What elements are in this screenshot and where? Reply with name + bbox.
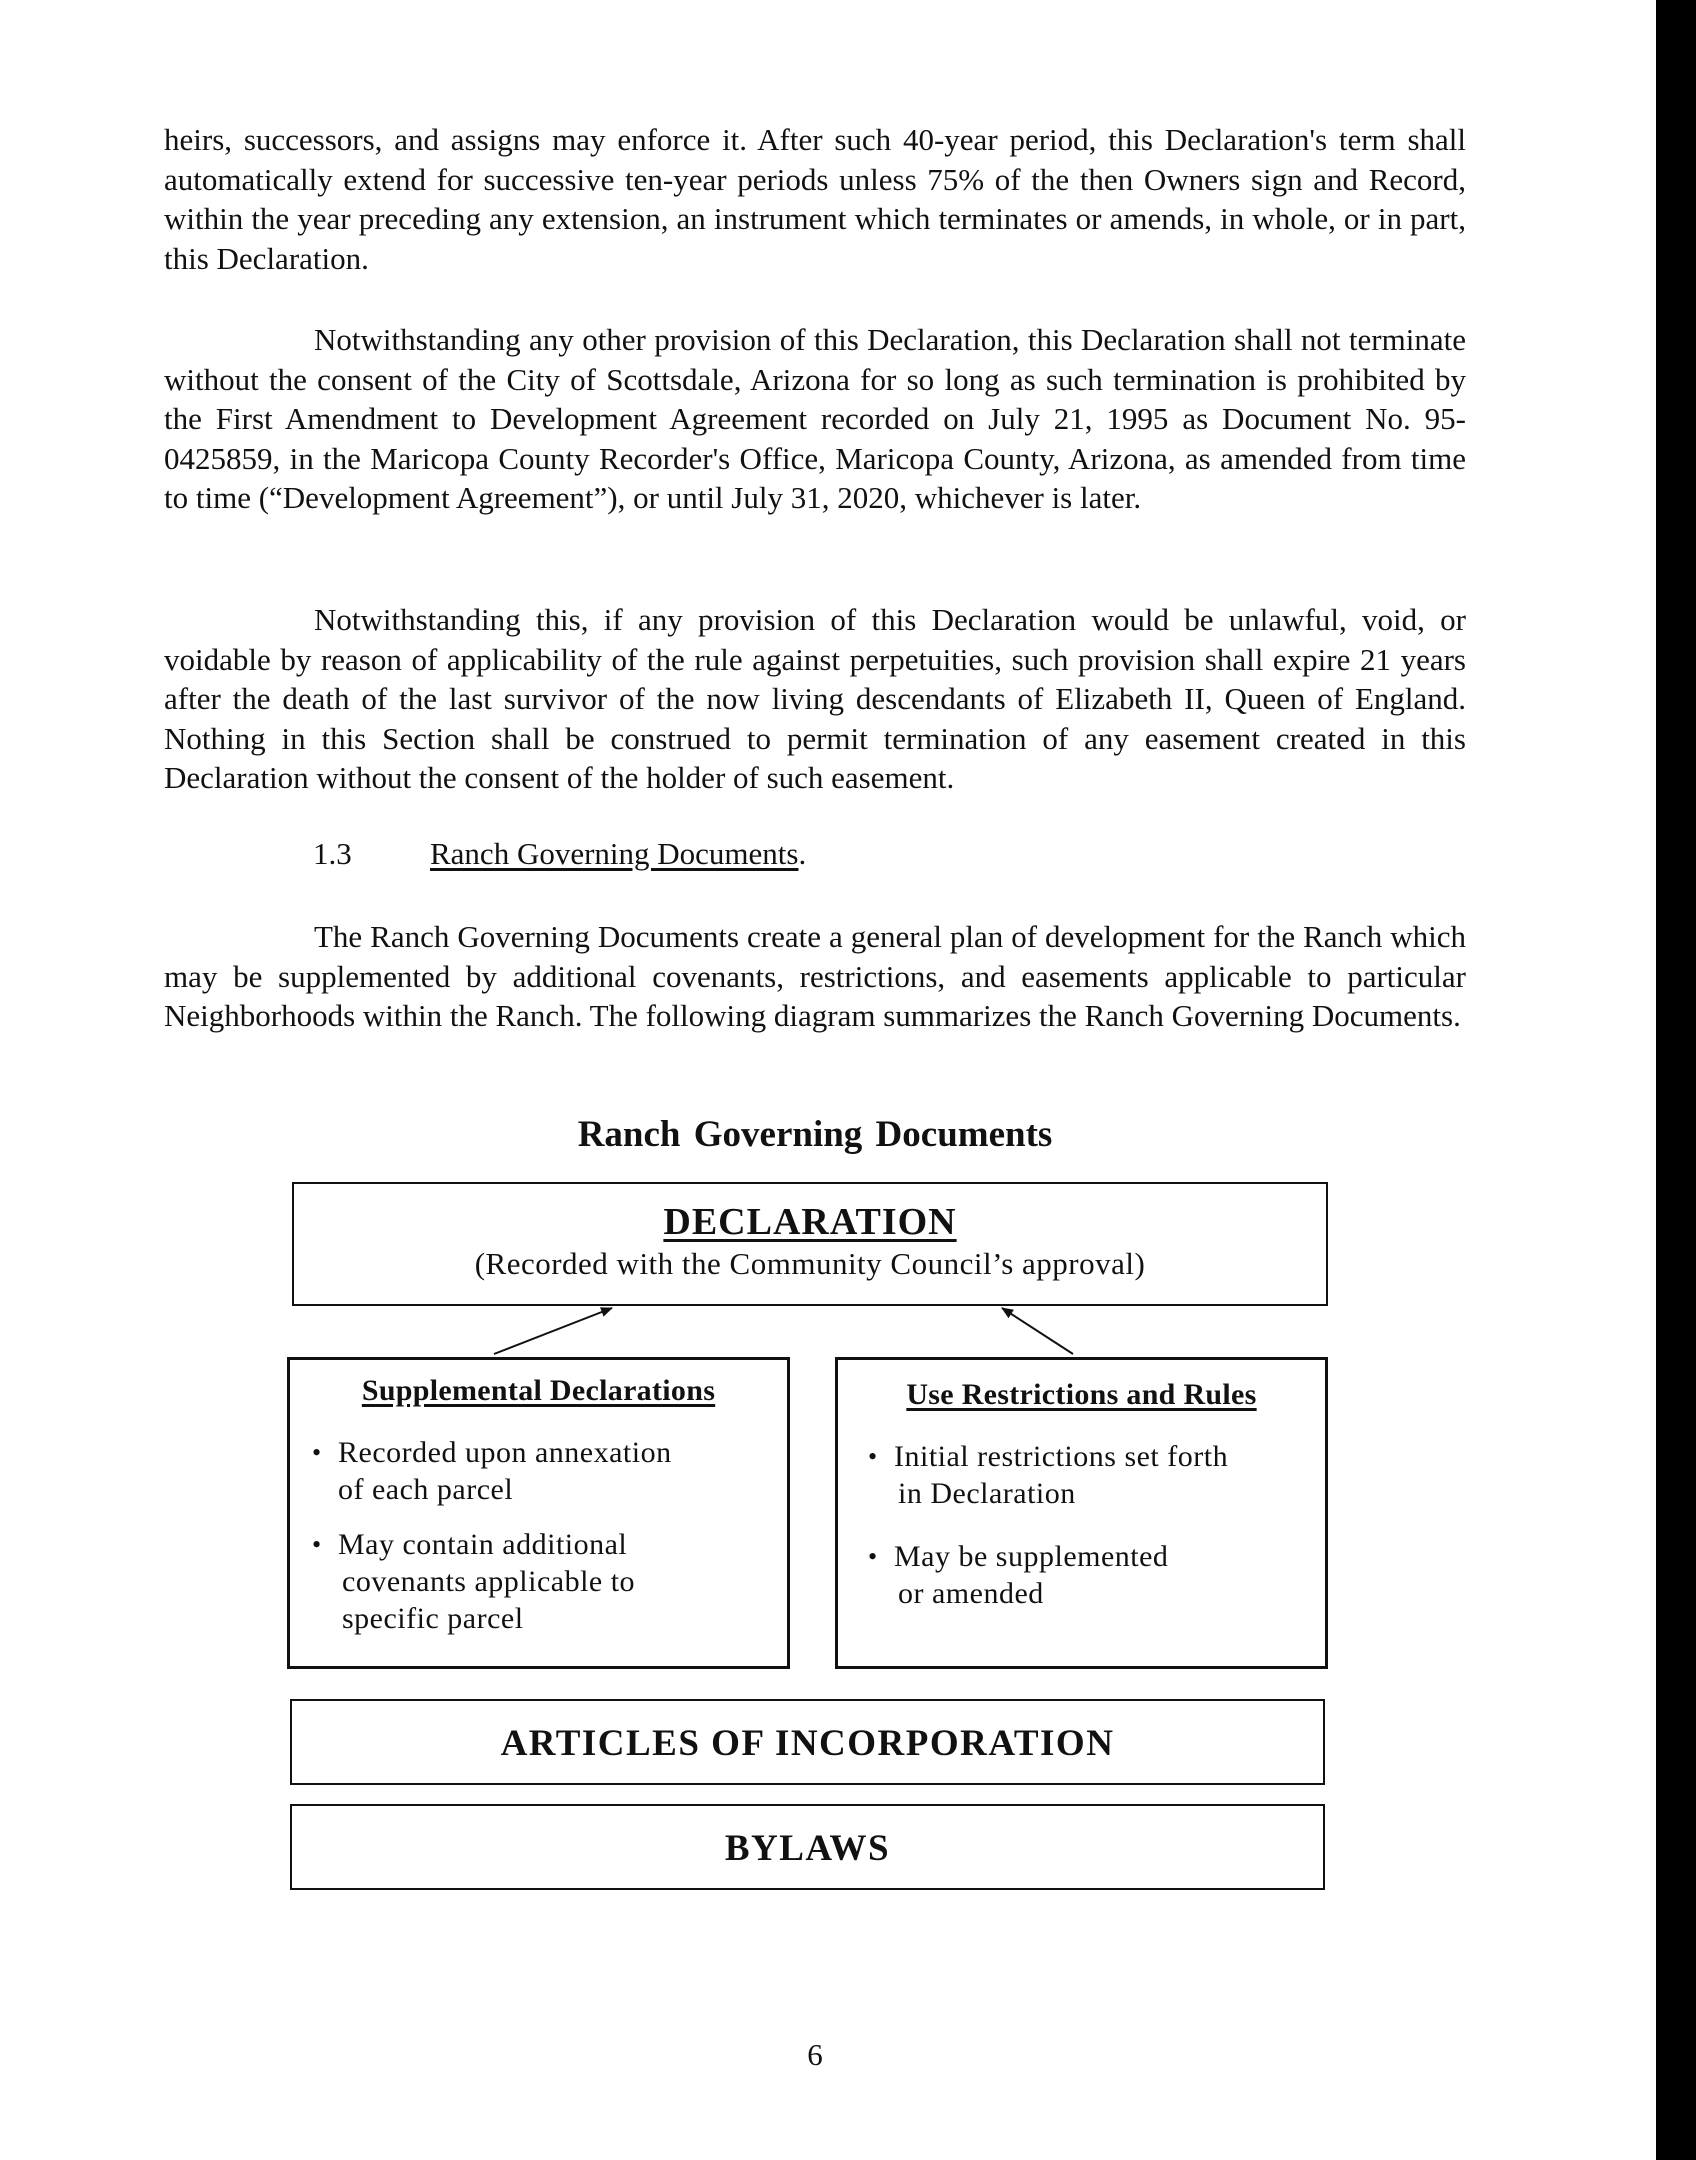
supplemental-declarations-box	[287, 1357, 790, 1669]
bullet-line: Initial restrictions set forth	[894, 1440, 1229, 1473]
bullet-icon: •	[868, 1542, 878, 1571]
rules-title: Use Restrictions and Rules	[906, 1378, 1257, 1411]
rules-bullet-list	[846, 1438, 1325, 1612]
paragraph-term-extension: heirs, successors, and assigns may enforce it. After such 40-year period, this Declaration's term shall automatically extend for successive ten-year periods unless 75% of the then Owners sign and Record, within the year preceding any extension, an instrument which terminates or amends, in whole, or in part, this Declaration.	[164, 122, 1466, 276]
bullet-line: May be supplemented	[894, 1540, 1169, 1573]
section-title: Ranch Governing Documents	[430, 836, 799, 871]
bylaws-box	[290, 1804, 1325, 1890]
list-item	[290, 1434, 787, 1508]
list-item	[290, 1526, 787, 1637]
supplemental-title: Supplemental Declarations	[361, 1374, 716, 1407]
list-item	[846, 1438, 1325, 1512]
bullet-icon: •	[312, 1530, 322, 1559]
section-period: .	[798, 836, 807, 871]
bullet-line: covenants applicable to	[342, 1565, 636, 1598]
bylaws-title: BYLAWS	[724, 1828, 891, 1869]
bullet-line: in Declaration	[898, 1477, 1076, 1510]
bullet-line: specific parcel	[342, 1602, 524, 1635]
diagram-title: Ranch Governing Documents	[577, 1114, 1053, 1155]
paragraph-governing-documents: The Ranch Governing Documents create a general plan of development for the Ranch which may be supplemented by additional covenants, restrictions, and easements applicable to particular Neighborhoods within the Ranch. The following diagram summarizes the Ranch Governing Documents.	[164, 919, 1466, 1034]
bullet-line: Recorded upon annexation	[338, 1436, 672, 1469]
arrow-rules-to-declaration	[1002, 1308, 1073, 1354]
declaration-box	[292, 1182, 1328, 1306]
use-restrictions-box	[835, 1357, 1328, 1669]
bullet-line: or amended	[898, 1577, 1044, 1610]
paragraph-perpetuities: Notwithstanding this, if any provision of this Declaration would be unlawful, void, or voidable by reason of applicability of the rule against perpetuities, such provision shall expire 21 years after the death of the last survivor of the now living descendants of Elizabeth II, Queen of England. Nothing in this Section shall be construed to permit termination of any easement created in this Declaration without the consent of the holder of such easement.	[164, 602, 1466, 796]
supplemental-bullet-list	[290, 1434, 787, 1637]
scan-edge-border	[1656, 0, 1696, 2160]
bullet-line: May contain additional	[338, 1528, 628, 1561]
bullet-icon: •	[312, 1438, 322, 1467]
declaration-subtitle: (Recorded with the Community Council’s approval)	[474, 1246, 1146, 1281]
paragraph-city-consent: Notwithstanding any other provision of this Declaration, this Declaration shall not terminate without the consent of the City of Scottsdale, Arizona for so long as such termination is prohibited by the First Amendment to Development Agreement recorded on July 21, 1995 as Document No. 95-0425859, in the Maricopa County Recorder's Office, Maricopa County, Arizona, as amended from time to time (“Development Agreement”), or until July 31, 2020, whichever is later.	[164, 322, 1466, 516]
articles-box	[290, 1699, 1325, 1785]
page-number: 6	[807, 2037, 823, 2072]
bullet-line: of each parcel	[338, 1473, 514, 1506]
section-number: 1.3	[313, 836, 352, 871]
list-item	[846, 1538, 1325, 1612]
articles-title: ARTICLES OF INCORPORATION	[500, 1723, 1115, 1764]
bullet-icon: •	[868, 1442, 878, 1471]
declaration-title: DECLARATION	[663, 1201, 957, 1243]
arrow-supplemental-to-declaration	[494, 1308, 612, 1354]
section-heading	[313, 834, 806, 874]
